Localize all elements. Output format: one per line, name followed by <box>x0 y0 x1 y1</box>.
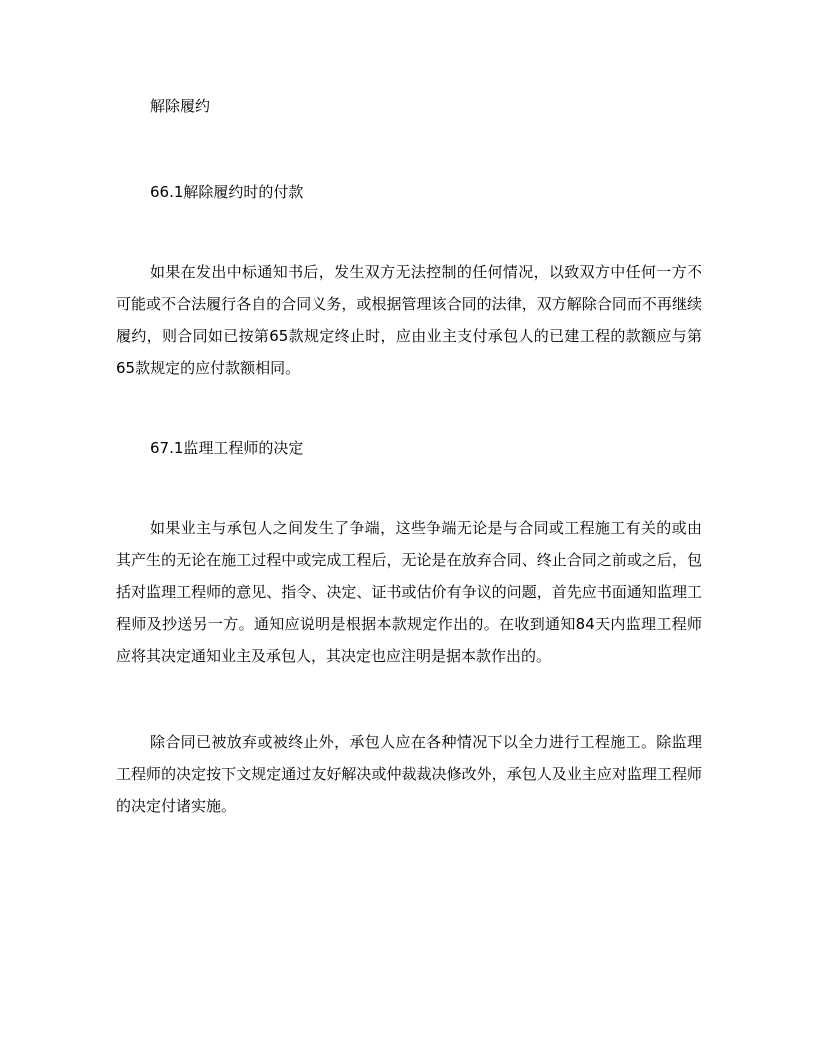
clause-66-1-heading: 66.1解除履约时的付款 <box>150 183 304 201</box>
spacer <box>116 208 702 256</box>
section-title: 解除履约 <box>150 97 211 115</box>
clause-67-1-paragraph-1: 如果业主与承包人之间发生了争端，这些争端无论是与合同或工程施工有关的或由其产生的无论在施工过程中或完成工程后，无论是在放弃合同、终止合同之前或之后，包括对监理工程师的意见、指令、决定、证书或估价有争议的问题，首先应书面通知监理工程师及抄送另一方。通知应说明是根据本款规定作出的。在收到通知84天内监理工程师应将其决定通知业主及承包人，其决定也应注明是据本款作出的。 <box>116 519 702 665</box>
document-body <box>116 90 702 822</box>
clause-67-1-paragraph-2: 除合同已被放弃或被终止外，承包人应在各种情况下以全力进行工程施工。除监理工程师的决定按下文规定通过友好解决或仲裁裁决修改外，承包人及业主应对监理工程师的决定付诸实施。 <box>116 733 702 815</box>
clause-67-1-heading: 67.1监理工程师的决定 <box>150 439 304 457</box>
spacer <box>116 672 702 726</box>
clause-66-1-paragraph: 如果在发出中标通知书后，发生双方无法控制的任何情况，以致双方中任何一方不可能或不合法履行各自的合同义务，或根据管理该合同的法律，双方解除合同而不再继续履约，则合同如已按第65款规定终止时，应由业主支付承包人的已建工程的款额应与第65款规定的应付款额相同。 <box>116 263 702 377</box>
spacer <box>116 464 702 512</box>
spacer <box>116 384 702 432</box>
spacer <box>116 122 702 176</box>
